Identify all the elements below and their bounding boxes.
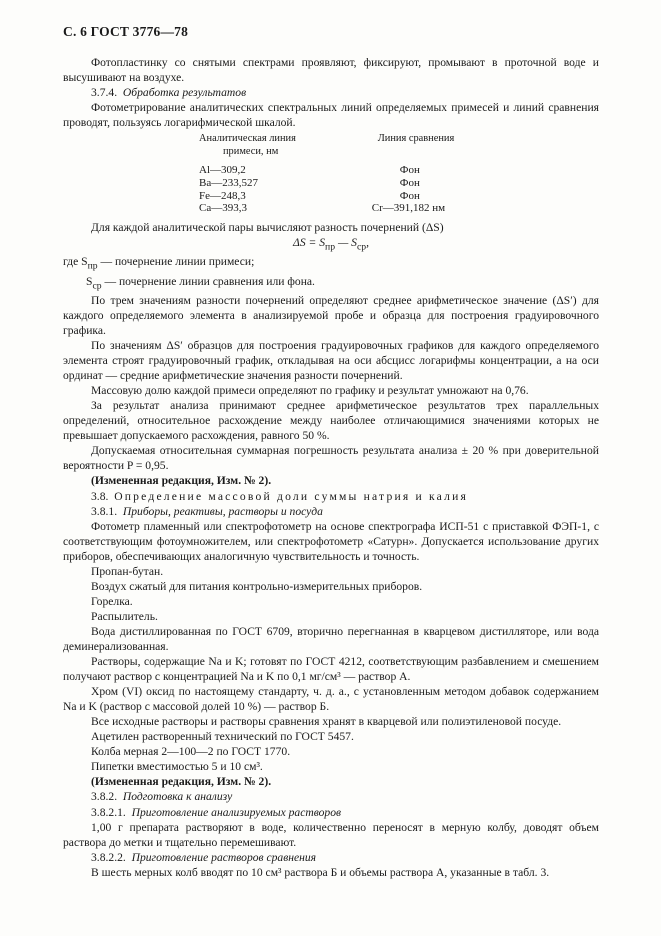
paragraph: В шесть мерных колб вводят по 10 см³ раствора Б и объемы раствора А, указанные в табл. 3.: [91, 865, 550, 879]
table-row: Al—309,2 Фон: [199, 164, 420, 177]
table-row: Ba—233,527 Фон: [199, 177, 420, 190]
list-item: Ацетилен растворенный технический по ГОСТ 5457.: [91, 730, 354, 744]
list-item: Распылитель.: [91, 609, 158, 623]
section-number: 3.8.2.2.: [91, 850, 126, 864]
table-header-analytical-line: Аналитическая линия примеси, нм: [199, 133, 296, 157]
spectral-lines-table: [63, 133, 599, 215]
section-number: 3.8.1.: [91, 504, 118, 518]
list-item: Воздух сжатый для питания контрольно-измерительных приборов.: [91, 579, 423, 593]
amendment-note: (Измененная редакция, Изм. № 2).: [91, 474, 272, 488]
list-item: Колба мерная 2—100—2 по ГОСТ 1770.: [91, 745, 291, 759]
list-item: Хром (VI) оксид по настоящему стандарту, ч. д. а., с установленным методом добавок содержанием Na и K (раствор с массовой долей 10 %) — раствор Б.: [63, 685, 599, 714]
list-item: Пропан-бутан.: [91, 564, 164, 578]
list-item: Растворы, содержащие Na и K; готовят по ГОСТ 4212, соответствующим разбавлением и смешением получают раствор с концентрацией Na и K по 0,1 мг/см³ — раствор А.: [63, 655, 599, 684]
formula-legend: $S_{ср}$ — почернение линии сравнения или фона.: [86, 274, 315, 291]
paragraph: Для каждой аналитической пары вычисляют разность почернений (ΔS): [91, 220, 444, 234]
table-header-reference-line: Линия сравнения: [377, 133, 455, 145]
section-number: 3.7.4.: [91, 86, 118, 100]
section-heading-3-8-2-1: [63, 805, 599, 820]
paragraph: Массовую долю каждой примеси определяют по графику и результат умножают на 0,76.: [91, 384, 529, 398]
section-number: 3.8.2.: [91, 790, 118, 804]
section-heading-3-8-2-2: [63, 850, 599, 865]
amendment-note: (Измененная редакция, Изм. № 2).: [91, 775, 272, 789]
paragraph: 1,00 г препарата растворяют в воде, количественно переносят в мерную колбу, доводят объем раствора до метки и тщательно перемешивают.: [63, 820, 599, 849]
section-title: Подготовка к анализу: [122, 790, 233, 804]
section-title: Определение массовой доли суммы натрия и калия: [114, 489, 469, 503]
paragraph: Фотометр пламенный или спектрофотометр на основе спектрографа ИСП-51 с приставкой ФЭП-1, с соответствующим фотоумножителем, или спектрофотометр «Сатурн». Допускается использование других приборов, обеспечивающих аналогичную чувствительность и точность.: [63, 519, 599, 563]
table-row: Ca—393,3 Cr—391,182 нм: [199, 202, 446, 215]
document-body: [63, 55, 599, 880]
section-title: Обработка результатов: [122, 86, 247, 100]
formula-legend: где $S_{пр}$ — почернение линии примеси;: [63, 255, 255, 272]
list-item: Горелка.: [91, 594, 133, 608]
paragraph: Фотопластинку со снятыми спектрами проявляют, фиксируют, промывают в проточной воде и высушивают на воздухе.: [63, 56, 599, 85]
formula: $\Delta S = S_{пр}$ — $S_{ср}$,: [293, 235, 369, 253]
paragraph: Допускаемая относительная суммарная погрешность результата анализа ± 20 % при доверительной вероятности P = 0,95.: [63, 444, 599, 473]
table-row: Fe—248,3 Фон: [199, 189, 420, 202]
section-title: Приготовление растворов сравнения: [131, 850, 317, 864]
list-item: Пипетки вместимостью 5 и 10 см³.: [91, 760, 263, 774]
list-item: Все исходные растворы и растворы сравнения хранят в кварцевой или полиэтиленовой посуде.: [91, 715, 562, 729]
paragraph: По значениям ΔS′ образцов для построения градуировочных графиков для каждого определяемого элемента строят градуировочный график, откладывая на оси абсцисс логарифмы концентрации, а на оси ординат — средние арифметические значения разности почернений.: [63, 339, 599, 383]
section-title: Приборы, реактивы, растворы и посуда: [122, 504, 323, 518]
section-title: Приготовление анализируемых растворов: [131, 805, 342, 819]
section-heading-3-8: [63, 489, 599, 504]
list-item: Вода дистиллированная по ГОСТ 6709, вторично перегнанная в кварцевом дистилляторе, или вода деминерализованная.: [63, 624, 599, 653]
page-header: С. 6 ГОСТ 3776—78: [63, 24, 189, 39]
paragraph: Фотометрирование аналитических спектральных линий определяемых примесей и линий сравнения проводят, пользуясь логарифмической шкалой.: [63, 101, 599, 130]
paragraph: За результат анализа принимают среднее арифметическое результатов трех параллельных определений, относительное расхождение между наиболее отличающимися значениями которых не превышает допускаемого расхождения, равного 50 %.: [63, 399, 599, 443]
section-heading-3-8-1: [63, 504, 599, 519]
section-heading-3-7-4: [63, 85, 599, 100]
section-heading-3-8-2: [63, 789, 599, 804]
paragraph: По трем значениям разности почернений определяют среднее арифметическое значение (ΔS′) для каждого определяемого элемента в анализируемой пробе и образца для построения градуировочного графика.: [63, 293, 599, 338]
section-number: 3.8.2.1.: [91, 805, 126, 819]
section-number: 3.8.: [91, 489, 109, 503]
